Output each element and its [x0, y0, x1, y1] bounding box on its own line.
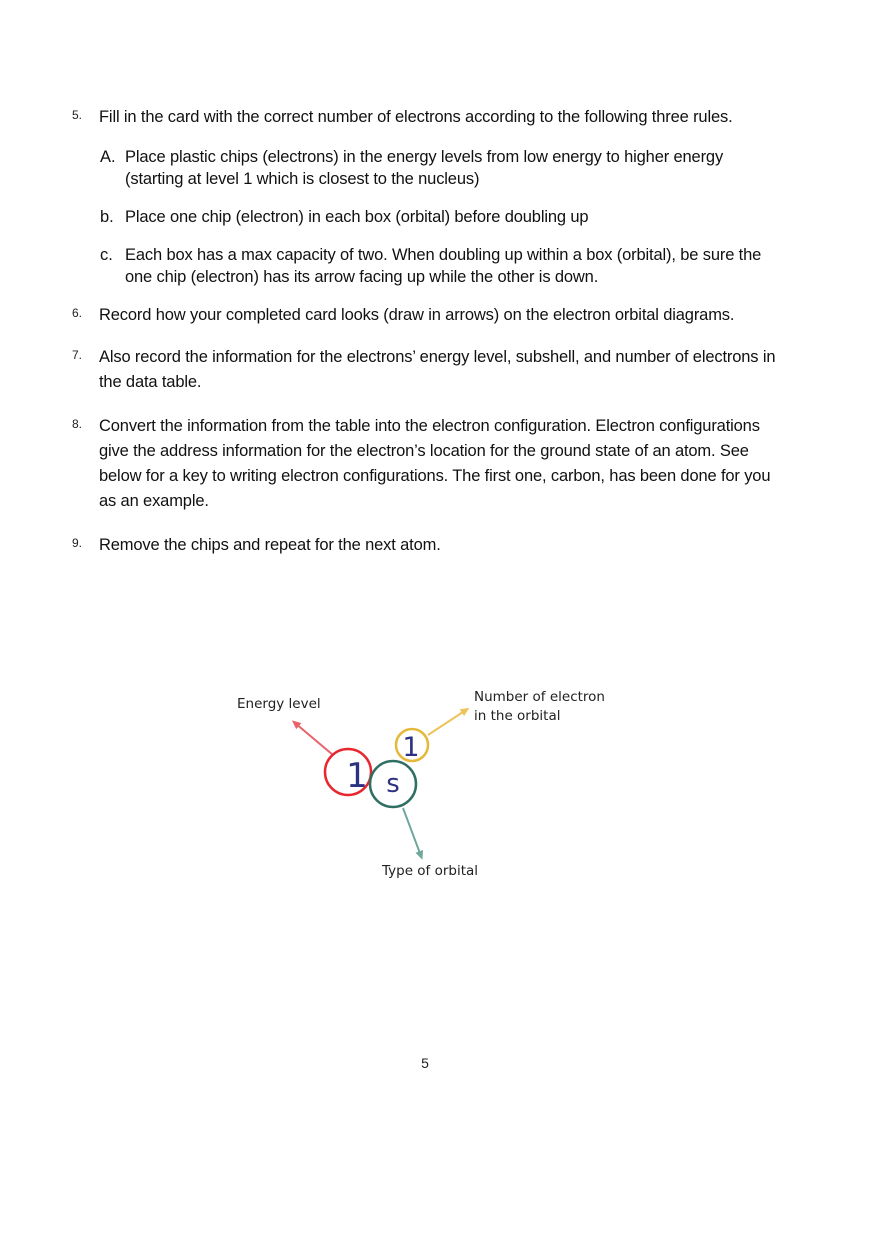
- instruction-number: 5.: [72, 108, 83, 122]
- instruction-text: Convert the information from the table into the electron configuration. Electron configurations give the address information for the electron’s location for the ground state of an atom. See below for a key to writing electron configurations. The first one, carbon, has been done for you as an example.: [99, 417, 771, 510]
- electron-count-label-line2: in the orbital: [474, 708, 561, 724]
- orbital-type-arrow: [403, 808, 421, 856]
- rule-text: Each box has a max capacity of two. When doubling up within a box (orbital), be sure the one chip (electron) has its arrow facing up while the other is down.: [125, 246, 762, 286]
- rule-text: Place plastic chips (electrons) in the energy levels from low energy to higher energy (starting at level 1 which is closest to the nucleus): [125, 148, 724, 188]
- energy-level-arrow: [295, 723, 333, 755]
- orbital-letter: s: [386, 769, 400, 799]
- rule-letter: b.: [100, 208, 114, 226]
- energy-level-value: 1: [346, 756, 368, 796]
- energy-level-label: Energy level: [237, 696, 321, 712]
- instruction-number: 6.: [72, 306, 83, 320]
- rule-text: Place one chip (electron) in each box (orbital) before doubling up: [125, 208, 589, 226]
- rule-letter: c.: [100, 246, 113, 264]
- electron-count-label-line1: Number of electron: [474, 689, 605, 705]
- instruction-number: 8.: [72, 417, 83, 431]
- page-number: 5: [421, 1055, 429, 1071]
- instruction-text: Also record the information for the electrons’ energy level, subshell, and number of electrons in the data table.: [99, 348, 776, 391]
- electron-count-value: 1: [402, 732, 420, 763]
- rule-letter: A.: [100, 148, 116, 166]
- instruction-text: Record how your completed card looks (draw in arrows) on the electron orbital diagrams.: [99, 306, 735, 324]
- instruction-number: 9.: [72, 536, 83, 550]
- instruction-text: Remove the chips and repeat for the next atom.: [99, 536, 441, 554]
- orbital-type-label: Type of orbital: [382, 863, 479, 879]
- instruction-number: 7.: [72, 348, 83, 362]
- instruction-text: Fill in the card with the correct number of electrons according to the following three rules.: [99, 108, 733, 126]
- electron-count-arrow: [428, 710, 466, 735]
